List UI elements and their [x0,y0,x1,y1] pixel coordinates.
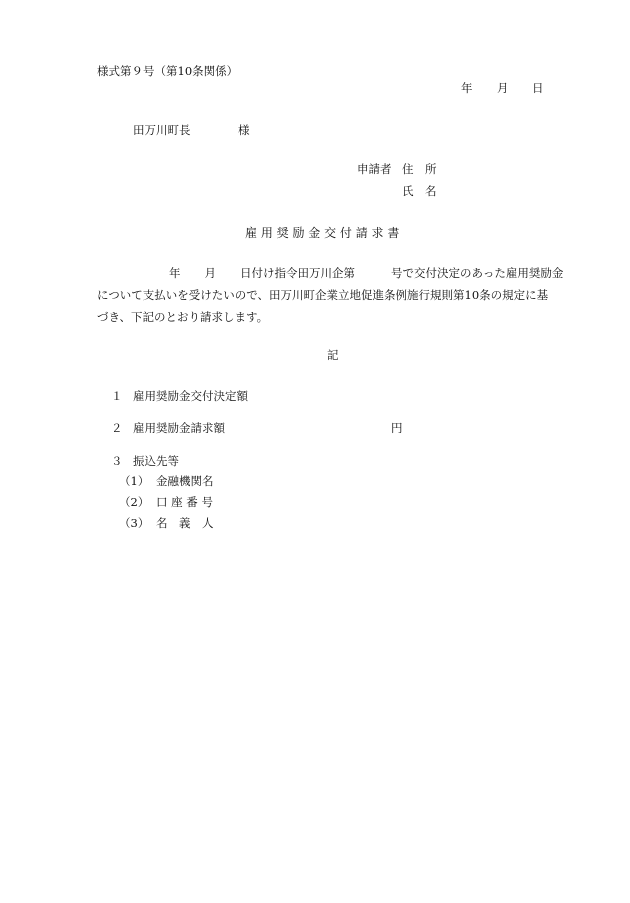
addressee-name: 田万川町長 [133,123,191,137]
item-1-label: 雇用奨励金交付決定額 [133,389,248,403]
applicant-address-label: 住 所 [402,162,437,176]
sub-item-3-label: 名 義 人 [156,516,214,530]
item-2-unit: 円 [391,421,403,435]
date-day-label: 日 [532,81,544,95]
body-line-2: について支払いを受けたいので、田万川町企業立地促進条例施行規則第10条の規定に基 [97,288,549,302]
body-line-3: づき、下記のとおり請求します。 [97,310,269,324]
item-3-number: ３ [111,454,123,468]
form-number: 様式第９号（第10条関係） [97,64,239,78]
body-line-1 [169,268,563,280]
sub-item-2-number: （2） [119,495,150,509]
date-month-label: 月 [497,81,509,95]
item-2-label: 雇用奨励金請求額 [133,421,225,435]
item-1-number: １ [111,389,123,403]
applicant-role: 申請者 [357,162,392,176]
body-reference-text: 日付け指令田万川企第 [240,266,355,280]
applicant-name-label: 氏 名 [402,184,437,198]
sub-item-3-number: （3） [119,516,150,530]
sub-item-1-number: （1） [119,474,150,488]
sub-item-2-label: 口 座 番 号 [156,495,213,509]
addressee-honorific: 様 [238,123,250,137]
body-month-label: 月 [204,266,216,280]
document-title: 雇 用 奨 励 金 交 付 請 求 書 [245,226,400,240]
sub-item-1-label: 金融機関名 [156,474,214,488]
date-year-label: 年 [461,81,473,95]
item-3-label: 振込先等 [133,454,179,468]
item-2-number: ２ [111,421,123,435]
body-year-label: 年 [169,266,181,280]
body-decision-text: 号で交付決定のあった雇用奨励金 [391,266,564,280]
ki-heading: 記 [327,348,339,362]
